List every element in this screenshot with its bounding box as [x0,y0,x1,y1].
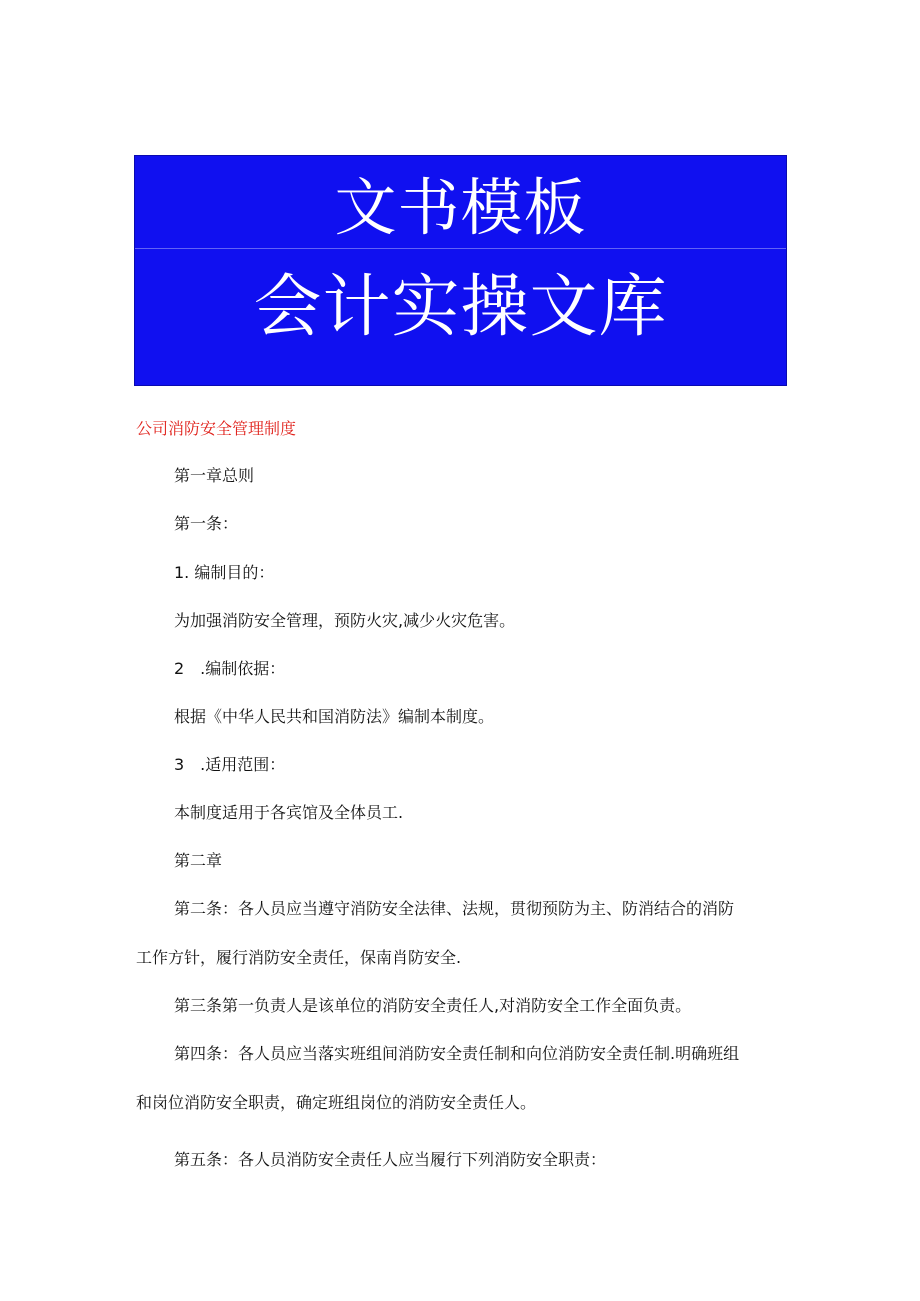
paragraph-article-4-cont: 和岗位消防安全职责，确定班组岗位的消防安全责任人。 [136,1093,537,1112]
paragraph-article-2-cont: 工作方针，履行消防安全责任，保南肖防安全. [136,948,462,967]
banner-line-1: 文书模板 [334,171,587,244]
paragraph-article-3: 第三条第一负责人是该单位的消防安全责任人,对消防安全工作全面负责。 [174,996,692,1015]
paragraph-item-1: 1. 编制目的： [174,563,275,582]
paragraph-chapter-1: 第一章总则 [174,466,255,485]
paragraph-item-2: 2 .编制依据： [174,659,286,678]
paragraph-purpose: 为加强消防安全管理，预防火灾,减少火灾危害。 [174,611,516,630]
header-banner [134,155,787,386]
document-title: 公司消防安全管理制度 [136,419,297,438]
paragraph-article-5: 第五条：各人员消防安全责任人应当履行下列消防安全职责： [174,1150,607,1169]
banner-line-2: 会计实操文库 [253,268,668,347]
paragraph-scope: 本制度适用于各宾馆及全体员工. [174,803,404,822]
banner-divider [135,248,786,249]
paragraph-article-2: 第二条：各人员应当遵守消防安全法律、法规，贯彻预防为主、防消结合的消防 [174,899,735,918]
paragraph-item-3: 3 .适用范围： [174,755,286,774]
paragraph-basis: 根据《中华人民共和国消防法》编制本制度。 [174,707,495,726]
paragraph-chapter-2: 第二章 [174,851,223,870]
paragraph-article-1: 第一条： [174,514,239,533]
paragraph-article-4: 第四条：各人员应当落实班组间消防安全责任制和向位消防安全责任制.明确班组 [174,1044,740,1063]
